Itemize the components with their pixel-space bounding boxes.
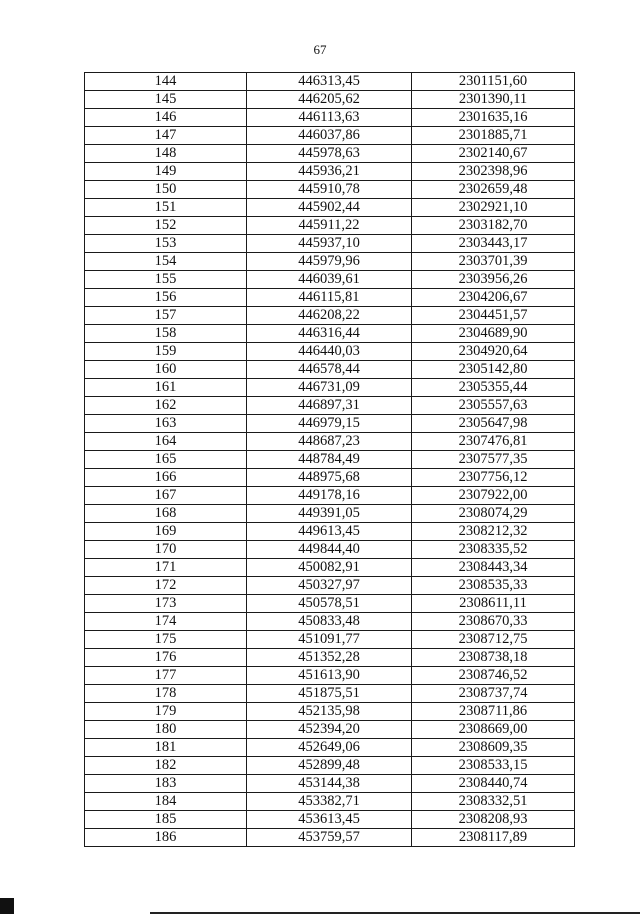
x-coordinate-cell: 449844,40 bbox=[247, 541, 412, 559]
point-number-cell: 158 bbox=[85, 325, 247, 343]
y-coordinate-cell: 2308738,18 bbox=[412, 649, 575, 667]
x-coordinate-cell: 451613,90 bbox=[247, 667, 412, 685]
table-row bbox=[85, 523, 575, 541]
x-coordinate-cell: 450578,51 bbox=[247, 595, 412, 613]
table-row bbox=[85, 253, 575, 271]
x-coordinate-cell: 445978,63 bbox=[247, 145, 412, 163]
y-coordinate-cell: 2304451,57 bbox=[412, 307, 575, 325]
point-number-cell: 173 bbox=[85, 595, 247, 613]
x-coordinate-cell: 453759,57 bbox=[247, 829, 412, 847]
x-coordinate-cell: 453382,71 bbox=[247, 793, 412, 811]
table-row bbox=[85, 595, 575, 613]
point-number-cell: 162 bbox=[85, 397, 247, 415]
point-number-cell: 147 bbox=[85, 127, 247, 145]
point-number-cell: 146 bbox=[85, 109, 247, 127]
x-coordinate-cell: 451091,77 bbox=[247, 631, 412, 649]
y-coordinate-cell: 2303956,26 bbox=[412, 271, 575, 289]
y-coordinate-cell: 2307922,00 bbox=[412, 487, 575, 505]
y-coordinate-cell: 2308711,86 bbox=[412, 703, 575, 721]
x-coordinate-cell: 451352,28 bbox=[247, 649, 412, 667]
table-row bbox=[85, 325, 575, 343]
point-number-cell: 177 bbox=[85, 667, 247, 685]
x-coordinate-cell: 449178,16 bbox=[247, 487, 412, 505]
y-coordinate-cell: 2308440,74 bbox=[412, 775, 575, 793]
table-row bbox=[85, 703, 575, 721]
table-row bbox=[85, 109, 575, 127]
x-coordinate-cell: 449391,05 bbox=[247, 505, 412, 523]
table-row bbox=[85, 469, 575, 487]
y-coordinate-cell: 2308670,33 bbox=[412, 613, 575, 631]
point-number-cell: 155 bbox=[85, 271, 247, 289]
table-row bbox=[85, 235, 575, 253]
x-coordinate-cell: 446897,31 bbox=[247, 397, 412, 415]
y-coordinate-cell: 2302398,96 bbox=[412, 163, 575, 181]
x-coordinate-cell: 445937,10 bbox=[247, 235, 412, 253]
y-coordinate-cell: 2308533,15 bbox=[412, 757, 575, 775]
point-number-cell: 157 bbox=[85, 307, 247, 325]
table-row bbox=[85, 775, 575, 793]
y-coordinate-cell: 2308332,51 bbox=[412, 793, 575, 811]
x-coordinate-cell: 449613,45 bbox=[247, 523, 412, 541]
table-row bbox=[85, 127, 575, 145]
y-coordinate-cell: 2308535,33 bbox=[412, 577, 575, 595]
y-coordinate-cell: 2301390,11 bbox=[412, 91, 575, 109]
point-number-cell: 144 bbox=[85, 73, 247, 91]
x-coordinate-cell: 446205,62 bbox=[247, 91, 412, 109]
table-row bbox=[85, 559, 575, 577]
point-number-cell: 171 bbox=[85, 559, 247, 577]
point-number-cell: 180 bbox=[85, 721, 247, 739]
table-row bbox=[85, 289, 575, 307]
table-row bbox=[85, 307, 575, 325]
x-coordinate-cell: 452135,98 bbox=[247, 703, 412, 721]
y-coordinate-cell: 2302921,10 bbox=[412, 199, 575, 217]
point-number-cell: 148 bbox=[85, 145, 247, 163]
table-row bbox=[85, 379, 575, 397]
x-coordinate-cell: 445911,22 bbox=[247, 217, 412, 235]
y-coordinate-cell: 2307577,35 bbox=[412, 451, 575, 469]
x-coordinate-cell: 452394,20 bbox=[247, 721, 412, 739]
point-number-cell: 164 bbox=[85, 433, 247, 451]
table-row bbox=[85, 811, 575, 829]
point-number-cell: 181 bbox=[85, 739, 247, 757]
point-number-cell: 145 bbox=[85, 91, 247, 109]
y-coordinate-cell: 2304689,90 bbox=[412, 325, 575, 343]
x-coordinate-cell: 452899,48 bbox=[247, 757, 412, 775]
point-number-cell: 151 bbox=[85, 199, 247, 217]
table-row bbox=[85, 343, 575, 361]
x-coordinate-cell: 451875,51 bbox=[247, 685, 412, 703]
y-coordinate-cell: 2308712,75 bbox=[412, 631, 575, 649]
y-coordinate-cell: 2308117,89 bbox=[412, 829, 575, 847]
y-coordinate-cell: 2303443,17 bbox=[412, 235, 575, 253]
y-coordinate-cell: 2307476,81 bbox=[412, 433, 575, 451]
table-row bbox=[85, 487, 575, 505]
table-row bbox=[85, 829, 575, 847]
table-row bbox=[85, 757, 575, 775]
x-coordinate-cell: 445902,44 bbox=[247, 199, 412, 217]
x-coordinate-cell: 446115,81 bbox=[247, 289, 412, 307]
table-row bbox=[85, 631, 575, 649]
coordinates-table-body bbox=[85, 73, 575, 847]
table-row bbox=[85, 577, 575, 595]
y-coordinate-cell: 2301151,60 bbox=[412, 73, 575, 91]
x-coordinate-cell: 446731,09 bbox=[247, 379, 412, 397]
table-row bbox=[85, 217, 575, 235]
point-number-cell: 168 bbox=[85, 505, 247, 523]
point-number-cell: 156 bbox=[85, 289, 247, 307]
table-row bbox=[85, 397, 575, 415]
point-number-cell: 160 bbox=[85, 361, 247, 379]
x-coordinate-cell: 448975,68 bbox=[247, 469, 412, 487]
y-coordinate-cell: 2308208,93 bbox=[412, 811, 575, 829]
y-coordinate-cell: 2304920,64 bbox=[412, 343, 575, 361]
coordinates-table bbox=[84, 72, 575, 847]
table-row bbox=[85, 613, 575, 631]
x-coordinate-cell: 446037,86 bbox=[247, 127, 412, 145]
x-coordinate-cell: 445979,96 bbox=[247, 253, 412, 271]
point-number-cell: 178 bbox=[85, 685, 247, 703]
point-number-cell: 170 bbox=[85, 541, 247, 559]
point-number-cell: 165 bbox=[85, 451, 247, 469]
x-coordinate-cell: 446208,22 bbox=[247, 307, 412, 325]
point-number-cell: 184 bbox=[85, 793, 247, 811]
y-coordinate-cell: 2303701,39 bbox=[412, 253, 575, 271]
table-row bbox=[85, 451, 575, 469]
point-number-cell: 159 bbox=[85, 343, 247, 361]
x-coordinate-cell: 450082,91 bbox=[247, 559, 412, 577]
table-row bbox=[85, 181, 575, 199]
point-number-cell: 183 bbox=[85, 775, 247, 793]
y-coordinate-cell: 2304206,67 bbox=[412, 289, 575, 307]
table-row bbox=[85, 505, 575, 523]
x-coordinate-cell: 452649,06 bbox=[247, 739, 412, 757]
x-coordinate-cell: 445936,21 bbox=[247, 163, 412, 181]
x-coordinate-cell: 445910,78 bbox=[247, 181, 412, 199]
point-number-cell: 182 bbox=[85, 757, 247, 775]
point-number-cell: 167 bbox=[85, 487, 247, 505]
table-row bbox=[85, 145, 575, 163]
y-coordinate-cell: 2305557,63 bbox=[412, 397, 575, 415]
x-coordinate-cell: 446440,03 bbox=[247, 343, 412, 361]
y-coordinate-cell: 2303182,70 bbox=[412, 217, 575, 235]
table-row bbox=[85, 91, 575, 109]
x-coordinate-cell: 446316,44 bbox=[247, 325, 412, 343]
y-coordinate-cell: 2308335,52 bbox=[412, 541, 575, 559]
table-row bbox=[85, 685, 575, 703]
y-coordinate-cell: 2308609,35 bbox=[412, 739, 575, 757]
x-coordinate-cell: 446113,63 bbox=[247, 109, 412, 127]
point-number-cell: 186 bbox=[85, 829, 247, 847]
y-coordinate-cell: 2308212,32 bbox=[412, 523, 575, 541]
point-number-cell: 152 bbox=[85, 217, 247, 235]
x-coordinate-cell: 450327,97 bbox=[247, 577, 412, 595]
x-coordinate-cell: 446039,61 bbox=[247, 271, 412, 289]
y-coordinate-cell: 2307756,12 bbox=[412, 469, 575, 487]
table-row bbox=[85, 199, 575, 217]
y-coordinate-cell: 2301885,71 bbox=[412, 127, 575, 145]
point-number-cell: 169 bbox=[85, 523, 247, 541]
x-coordinate-cell: 448687,23 bbox=[247, 433, 412, 451]
point-number-cell: 163 bbox=[85, 415, 247, 433]
point-number-cell: 149 bbox=[85, 163, 247, 181]
point-number-cell: 161 bbox=[85, 379, 247, 397]
x-coordinate-cell: 453613,45 bbox=[247, 811, 412, 829]
y-coordinate-cell: 2305355,44 bbox=[412, 379, 575, 397]
point-number-cell: 185 bbox=[85, 811, 247, 829]
y-coordinate-cell: 2308611,11 bbox=[412, 595, 575, 613]
y-coordinate-cell: 2305142,80 bbox=[412, 361, 575, 379]
point-number-cell: 153 bbox=[85, 235, 247, 253]
point-number-cell: 179 bbox=[85, 703, 247, 721]
y-coordinate-cell: 2308737,74 bbox=[412, 685, 575, 703]
x-coordinate-cell: 450833,48 bbox=[247, 613, 412, 631]
table-row bbox=[85, 793, 575, 811]
table-row bbox=[85, 163, 575, 181]
table-row bbox=[85, 433, 575, 451]
table-row bbox=[85, 415, 575, 433]
table-row bbox=[85, 271, 575, 289]
table-row bbox=[85, 667, 575, 685]
y-coordinate-cell: 2305647,98 bbox=[412, 415, 575, 433]
y-coordinate-cell: 2302659,48 bbox=[412, 181, 575, 199]
x-coordinate-cell: 446313,45 bbox=[247, 73, 412, 91]
scan-edge-mark bbox=[0, 898, 14, 914]
y-coordinate-cell: 2302140,67 bbox=[412, 145, 575, 163]
y-coordinate-cell: 2308746,52 bbox=[412, 667, 575, 685]
table-row bbox=[85, 649, 575, 667]
table-row bbox=[85, 361, 575, 379]
x-coordinate-cell: 453144,38 bbox=[247, 775, 412, 793]
point-number-cell: 176 bbox=[85, 649, 247, 667]
point-number-cell: 154 bbox=[85, 253, 247, 271]
page-number: 67 bbox=[313, 42, 327, 57]
x-coordinate-cell: 448784,49 bbox=[247, 451, 412, 469]
y-coordinate-cell: 2308074,29 bbox=[412, 505, 575, 523]
table-row bbox=[85, 739, 575, 757]
table-row bbox=[85, 73, 575, 91]
y-coordinate-cell: 2301635,16 bbox=[412, 109, 575, 127]
y-coordinate-cell: 2308669,00 bbox=[412, 721, 575, 739]
table-row bbox=[85, 541, 575, 559]
x-coordinate-cell: 446979,15 bbox=[247, 415, 412, 433]
point-number-cell: 174 bbox=[85, 613, 247, 631]
point-number-cell: 150 bbox=[85, 181, 247, 199]
point-number-cell: 175 bbox=[85, 631, 247, 649]
x-coordinate-cell: 446578,44 bbox=[247, 361, 412, 379]
table-row bbox=[85, 721, 575, 739]
point-number-cell: 172 bbox=[85, 577, 247, 595]
point-number-cell: 166 bbox=[85, 469, 247, 487]
y-coordinate-cell: 2308443,34 bbox=[412, 559, 575, 577]
